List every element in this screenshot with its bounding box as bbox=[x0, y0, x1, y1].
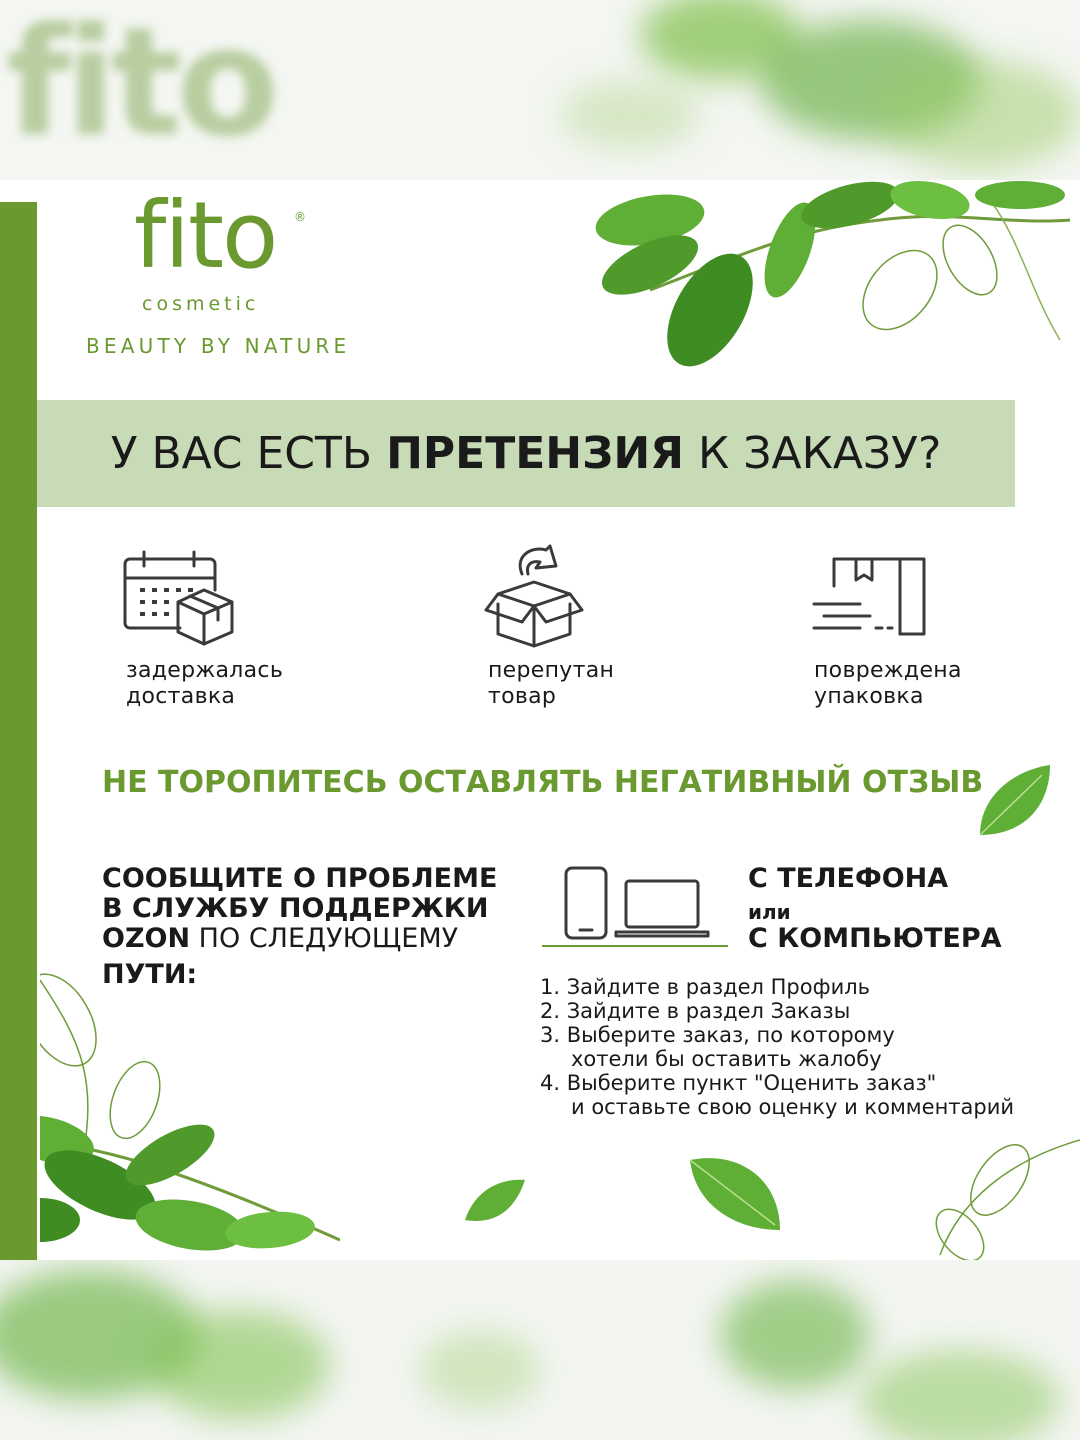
blurred-leaf bbox=[420, 1330, 540, 1410]
background-bottom bbox=[0, 1260, 1080, 1440]
steps-list bbox=[540, 975, 1014, 1119]
from-computer-label: С КОМПЬЮТЕРА bbox=[748, 923, 1002, 954]
from-phone-label: С ТЕЛЕФОНА bbox=[748, 863, 949, 894]
tagline: BEAUTY BY NATURE bbox=[86, 334, 351, 358]
blurred-leaf bbox=[150, 1310, 330, 1420]
damaged-package-icon bbox=[812, 556, 930, 638]
device-divider bbox=[542, 945, 728, 947]
info-card bbox=[0, 180, 1080, 1260]
issue-label-line: задержалась bbox=[126, 658, 284, 683]
heading-banner bbox=[37, 400, 1015, 507]
title-suffix: К ЗАКАЗУ? bbox=[684, 428, 942, 479]
issue-label-line: товар bbox=[488, 684, 557, 709]
logo: fito bbox=[134, 182, 277, 289]
step-item: 1. Зайдите в раздел Профиль bbox=[540, 975, 871, 999]
ozon-brand: OZON bbox=[102, 923, 191, 954]
blurred-logo: fito bbox=[6, 0, 274, 170]
blurred-leaf bbox=[860, 1350, 1060, 1440]
title-prefix: У ВАС ЕСТЬ bbox=[110, 428, 387, 479]
step-item: 2. Зайдите в раздел Заказы bbox=[540, 999, 851, 1023]
phone-icon bbox=[564, 866, 608, 940]
registered-mark: ® bbox=[294, 210, 306, 224]
accent-bar bbox=[0, 202, 37, 1260]
issue-label-line: упаковка bbox=[814, 684, 924, 709]
blurred-leaf bbox=[560, 80, 700, 150]
blurred-leaf bbox=[720, 1280, 870, 1390]
background-top bbox=[0, 0, 1080, 180]
leaf-branch-top-icon bbox=[590, 180, 1080, 380]
leaf-icon bbox=[680, 1140, 790, 1240]
blurred-leaf bbox=[880, 60, 1080, 170]
callout-text: НЕ ТОРОПИТЕСЬ ОСТАВЛЯТЬ НЕГАТИВНЫЙ ОТЗЫВ bbox=[102, 765, 984, 800]
contact-line: ПУТИ: bbox=[102, 959, 198, 990]
issue-label bbox=[814, 658, 962, 710]
step-item: 4. Выберите пункт "Оценить заказ" bbox=[540, 1071, 937, 1095]
laptop-icon bbox=[614, 878, 710, 940]
box-arrow-icon bbox=[484, 544, 584, 649]
step-item-continued: хотели бы оставить жалобу bbox=[571, 1047, 882, 1071]
contact-line: В СЛУЖБУ ПОДДЕРЖКИ bbox=[102, 893, 489, 924]
issue-label bbox=[126, 658, 283, 710]
page-title bbox=[37, 400, 1015, 507]
or-label: или bbox=[748, 900, 791, 924]
calendar-box-icon bbox=[122, 550, 237, 650]
leaf-icon bbox=[970, 765, 1060, 845]
issue-label-line: повреждена bbox=[814, 658, 962, 683]
contact-instructions bbox=[102, 864, 522, 990]
issue-label-line: доставка bbox=[126, 684, 236, 709]
contact-line-rest: ПО СЛЕДУЮЩЕМУ bbox=[190, 923, 459, 954]
step-item: 3. Выберите заказ, по которому bbox=[540, 1023, 895, 1047]
contact-line bbox=[102, 924, 522, 954]
vine-outline-icon bbox=[920, 1120, 1080, 1260]
issue-label-line: перепутан bbox=[488, 658, 615, 683]
contact-line: СООБЩИТЕ О ПРОБЛЕМЕ bbox=[102, 863, 498, 894]
title-emphasis: ПРЕТЕНЗИЯ bbox=[386, 428, 685, 479]
leaf-icon bbox=[460, 1170, 530, 1230]
logo-subtitle: cosmetic bbox=[142, 293, 260, 315]
step-item-continued: и оставьте свою оценку и комментарий bbox=[571, 1095, 1015, 1119]
issue-label bbox=[488, 658, 614, 710]
